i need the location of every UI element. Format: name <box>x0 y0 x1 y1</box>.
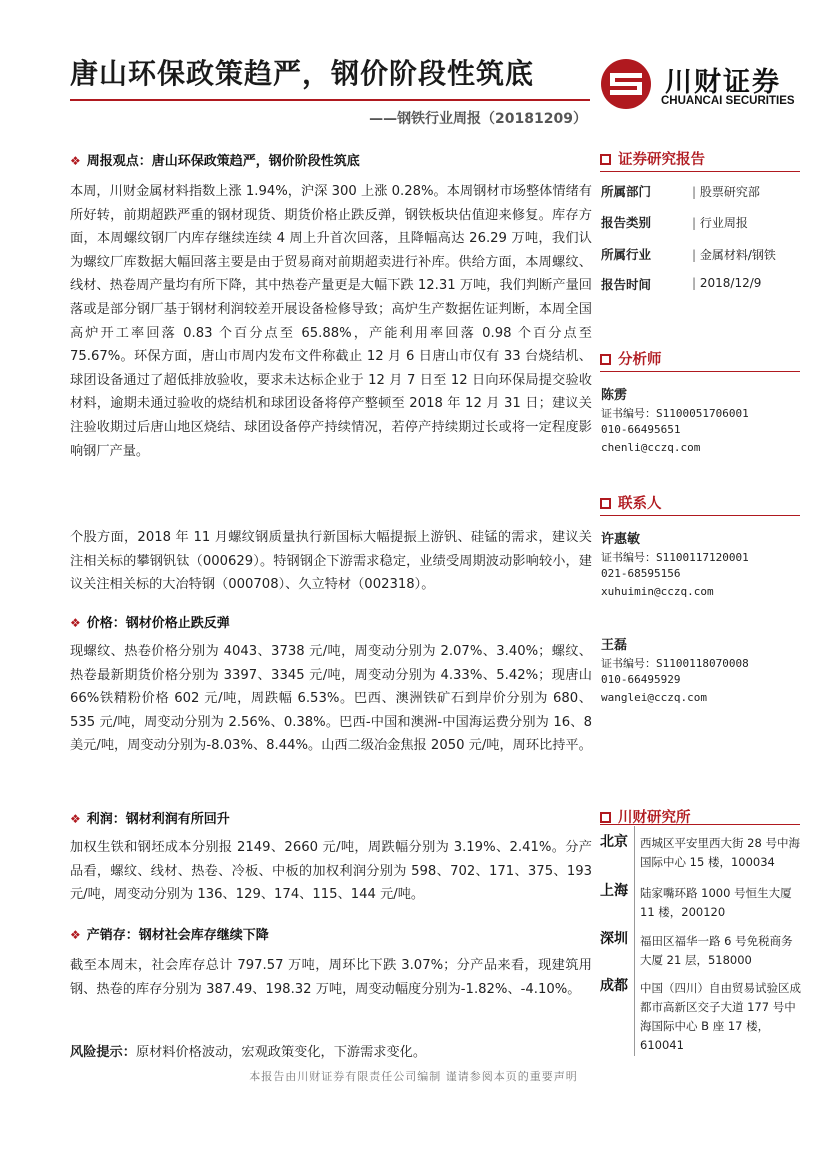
sidebar-divider <box>600 824 800 825</box>
sidebar-divider <box>600 371 800 372</box>
info-label-department: 所属部门 <box>601 184 652 199</box>
contact-name: 许惠敏 <box>601 532 641 547</box>
analyst-phone: 010-66495651 <box>601 423 681 436</box>
diamond-bullet-icon: ❖ <box>70 154 81 168</box>
contact-cert: 证书编号：S1100117120001 <box>601 551 749 564</box>
info-value-category: | 行业周报 <box>692 214 748 231</box>
chuancai-logo-icon <box>600 58 652 110</box>
office-city-chengdu: 成都 <box>600 978 628 994</box>
sidebar-analyst-title: 分析师 <box>600 348 662 369</box>
contact-email[interactable]: wanglei@cczq.com <box>601 691 707 704</box>
sidebar-contact-title: 联系人 <box>600 492 662 513</box>
office-address-chengdu: 中国（四川）自由贸易试验区成都市高新区交子大道 177 号中海国际中心 B 座 17 楼，610041 <box>640 981 801 1052</box>
page-subtitle: ——钢铁行业周报（20181209） <box>369 111 587 127</box>
title-divider <box>70 99 590 101</box>
page-footer: 本报告由川财证券有限责任公司编制 谨请参阅本页的重要声明 <box>249 1070 578 1083</box>
office-city-shanghai: 上海 <box>600 883 628 899</box>
section-heading-view: ❖ 周报观点：唐山环保政策趋严，钢价阶段性筑底 <box>70 154 360 169</box>
contact-cert: 证书编号：S1100118070008 <box>601 657 749 670</box>
diamond-bullet-icon: ❖ <box>70 812 81 826</box>
logo-chinese-name: 川财证券 <box>665 67 781 98</box>
paragraph-profit: 加权生铁和钢坯成本分别报 2149、2660 元/吨，周跌幅分别为 3.19%、2.41%。分产品看，螺纹、线材、热卷、冷板、中板的加权利润分别为 598、702、171、375、193 元/吨，周变动分别为 136、129、174、115、144 元/吨。 <box>70 840 592 903</box>
sidebar-research-title: 川财研究所 <box>600 806 691 827</box>
diamond-bullet-icon: ❖ <box>70 928 81 942</box>
logo-english-name: CHUANCAI SECURITIES <box>661 95 795 107</box>
page-title: 唐山环保政策趋严，钢价阶段性筑底 <box>70 57 535 90</box>
paragraph-stocks: 个股方面，2018 年 11 月螺纹钢质量执行新国标大幅提振上游钒、硅锰的需求，建议关注相关标的攀钢钒钛（000629）。特钢钢企下游需求稳定，业绩受周期波动影响较小，建议关注相关标的大冶特钢（000708）、久立特材（002318）。 <box>70 530 592 593</box>
paragraph-inventory: 截至本周末，社会库存总计 797.57 万吨，周环比下跌 3.07%；分产品来看，现建筑用钢、热卷的库存分别为 387.49、198.32 万吨，周变动幅度分别为-1.82%、-4.10%。 <box>70 958 592 997</box>
info-label-date: 报告时间 <box>601 277 652 292</box>
risk-text: 原材料价格波动，宏观政策变化，下游需求变化。 <box>135 1045 427 1060</box>
info-label-category: 报告类别 <box>601 215 652 230</box>
contact-name: 王磊 <box>601 638 628 653</box>
sidebar-divider <box>600 171 800 172</box>
analyst-cert: 证书编号：S1100051706001 <box>601 407 749 420</box>
office-city-beijing: 北京 <box>600 834 628 850</box>
office-address-shenzhen: 福田区福华一路 6 号免税商务大厦 21 层，518000 <box>640 934 793 967</box>
section-heading-inventory: ❖ 产销存：钢材社会库存继续下降 <box>70 928 269 943</box>
info-value-industry: | 金属材料/钢铁 <box>692 246 776 263</box>
square-bullet-icon <box>600 812 611 823</box>
square-bullet-icon <box>600 154 611 165</box>
info-value-date: | 2018/12/9 <box>692 276 761 290</box>
risk-label: 风险提示： <box>70 1045 136 1060</box>
sidebar-report-title: 证券研究报告 <box>600 148 705 169</box>
diamond-bullet-icon: ❖ <box>70 616 81 630</box>
sidebar-divider <box>600 515 800 516</box>
contact-phone: 021-68595156 <box>601 567 681 580</box>
square-bullet-icon <box>600 498 611 509</box>
paragraph-weekly-view: 本周，川财金属材料指数上涨 1.94%，沪深 300 上涨 0.28%。本周钢材市场整体情绪有所好转，前期超跌严重的钢材现货、期货价格止跌反弹，钢铁板块估值迎来修复。库存方面，本周螺纹钢厂内库存继续连续 4 周上升首次回落，且降幅高达 26.29 万吨，我们认为螺纹厂库数据大幅回落主要是由于贸易商对前期超卖进行补库。供给方面，本周螺纹、线材、热卷周产量均有所下降，其中热卷产量更是大幅下跌 12.31 万吨，我们判断产量回落或是部分钢厂基于钢材利润较差开展设备检修导致；高炉生产数据佐证判断，本周全国高炉开工率回落 0.83 个百分点至 65.88%，产能利用率回落 0.98 个百分点至 75.67%。环保方面，唐山市周内发布文件称截止 12 月 6 日唐山市仅有 33 台烧结机、球团设备通过了超低排放验收，要求未达标企业于 12 月 7 日至 12 日向环保局提交验收材料，逾期未通过验收的烧结机和球团设备将停产整顿至 2018 年 12 月 31 日；建议关注验收期过后唐山地区烧结、球团设备停产持续情况，若停产持续期过长或将一定程度影响钢厂产量。 <box>70 184 592 459</box>
office-divider <box>634 826 635 1056</box>
analyst-name: 陈雳 <box>601 388 628 403</box>
office-city-shenzhen: 深圳 <box>600 931 628 947</box>
square-bullet-icon <box>600 354 611 365</box>
contact-email[interactable]: xuhuimin@cczq.com <box>601 585 714 598</box>
section-heading-profit: ❖ 利润：钢材利润有所回升 <box>70 812 230 827</box>
contact-phone: 010-66495929 <box>601 673 681 686</box>
info-label-industry: 所属行业 <box>601 247 652 262</box>
paragraph-price: 现螺纹、热卷价格分别为 4043、3738 元/吨，周变动分别为 2.07%、3.40%；螺纹、热卷最新期货价格分别为 3397、3345 元/吨，周变动分别为 4.33%、5.42%；现唐山 66%铁精粉价格 602 元/吨，周跌幅 6.53%。巴西、澳洲铁矿石到岸价分别为 680、535 元/吨，周变动分别为 2.56%、0.38%。巴西-中国和澳洲-中国海运费分别为 16、8 美元/吨，周变动分别为-8.03%、8.44%。山西二级冶金焦报 2050 元/吨，周环比持平。 <box>70 644 592 754</box>
info-value-department: | 股票研究部 <box>692 183 760 200</box>
analyst-email[interactable]: chenli@cczq.com <box>601 441 701 454</box>
office-address-shanghai: 陆家嘴环路 1000 号恒生大厦 11 楼，200120 <box>640 886 792 919</box>
office-address-beijing: 西城区平安里西大街 28 号中海国际中心 15 楼，100034 <box>640 836 800 869</box>
risk-warning <box>70 1041 426 1060</box>
section-heading-price: ❖ 价格：钢材价格止跌反弹 <box>70 616 230 631</box>
